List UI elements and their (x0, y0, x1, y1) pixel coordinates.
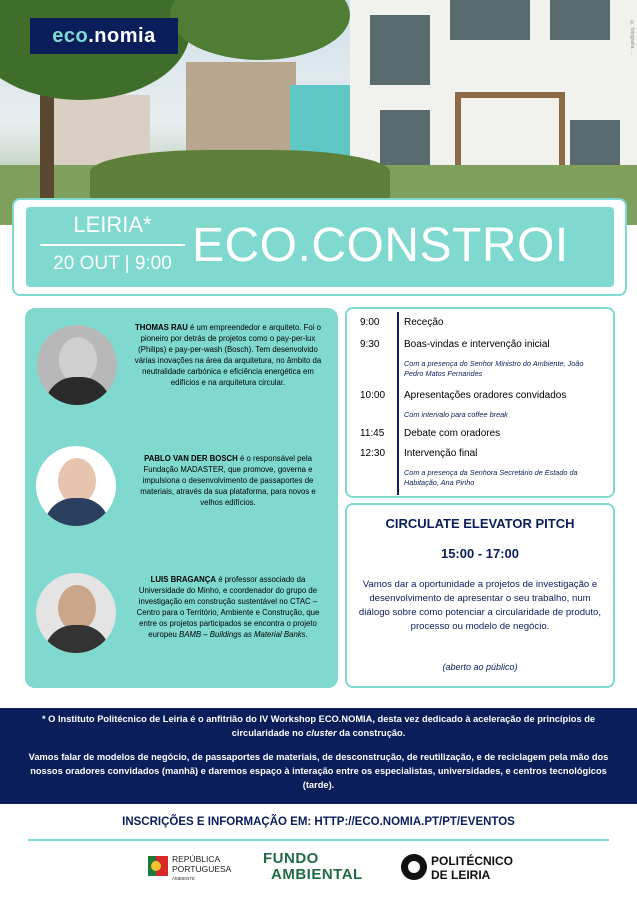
pitch-description: Vamos dar a oportunidade a projetos de investigação e desenvolvimento de apresentar o seu trabalho, num diálogo sobre como potenciar a circularidade de produto, processo ou modelo de negócio. (358, 579, 602, 632)
schedule-note: Com a presença do Senhor Ministro do Ambiente, João Pedro Matos Fernandes (404, 359, 584, 378)
registration-underline (28, 839, 609, 841)
fa-line1: FUNDO (263, 850, 319, 867)
speaker-bio-text: é professor associado da Universidade do Minho, e coordenador do grupo de investigação em construção sustentável no CTAC – Centro para o Território, Ambiente e Construção, que entre os projetos participados se encontra o projeto europeu (136, 575, 320, 639)
logo-part-nomia: .nomia (88, 24, 156, 47)
rp-line2: PORTUGUESA (172, 864, 232, 874)
speaker-name: LUIS BRAGANÇA (150, 575, 217, 584)
speaker-photo-thomas-rau (37, 325, 117, 405)
speaker-bio-text: é o responsável pela Fundação MADASTER, que promove, governa e impulsiona o desenvolvimento de passaportes de materiais, através da sua plataforma, para novos e velhos edifícios. (140, 454, 316, 507)
speaker-name: PABLO VAN DER BOSCH (144, 454, 238, 463)
schedule-time: 11:45 (360, 428, 385, 439)
flag-emblem-icon (148, 854, 168, 878)
schedule-note: Com intervalo para coffee break (404, 410, 508, 419)
event-date: 20 OUT | 9:00 (53, 253, 172, 274)
speaker-photo-luis-braganca (36, 573, 116, 653)
economia-logo (30, 18, 178, 54)
schedule-activity: Intervenção final (404, 448, 478, 459)
info-topics-text: Vamos falar de modelos de negócio, de passaportes de materiais, de desconstrução, de reutilização, e de reciclagem pela mão dos nossos oradores convidados (manhã) e daremos espaço à interação entre os especialistas, universidades, e centros tecnológicos (tarde). (28, 752, 609, 790)
event-title: ECO.CONSTROI (192, 219, 569, 272)
pl-line2: DE LEIRIA (431, 868, 491, 882)
schedule-time: 9:00 (360, 317, 380, 328)
fundo-ambiental-logo (263, 851, 375, 885)
schedule-time: 12:30 (360, 448, 386, 459)
schedule-time: 10:00 (360, 390, 386, 401)
republica-portuguesa-logo (148, 852, 243, 884)
logo-part-eco: eco (52, 24, 89, 47)
grass (90, 150, 390, 205)
speaker-photo-pablo-van-der-bosch (36, 446, 116, 526)
title-divider (40, 244, 185, 246)
pitch-time: 15:00 - 17:00 (440, 546, 520, 561)
schedule-activity: Boas-vindas e intervenção inicial (404, 339, 550, 350)
schedule-activity: Receção (404, 317, 444, 328)
info-host-italic: cluster (306, 728, 337, 738)
building-center (186, 62, 296, 162)
info-host-text (28, 712, 609, 740)
pitch-title: CIRCULATE ELEVATOR PITCH (385, 516, 575, 531)
speaker-bio-text: é um empreendedor e arquiteto. Foi o pioneiro por detrás de projetos como o pay-per-lux (Philips) e pay-per-wash (Bosch). Tem desenvolvido várias inovações na área da arquitetura, no âmbito da neutralidade carbónica e eficiência energética em edifícios e na arquitetura circular. (134, 323, 322, 387)
photo-credit: © fotografia: ... (629, 20, 635, 56)
schedule-timeline (397, 312, 399, 495)
speaker-name: THOMAS RAU (135, 323, 188, 332)
schedule-activity: Debate com oradores (404, 428, 501, 439)
info-host-part: * O Instituto Politécnico de Leiria é o anfitrião do IV Workshop ECO.NOMIA, desta vez dedicado à aceleração de princípios de circularidade no (41, 714, 596, 738)
info-host-end: da construção. (336, 728, 406, 738)
pitch-note: (aberto ao público) (442, 662, 518, 672)
speaker-bio-pablo-van-der-bosch (128, 453, 328, 508)
schedule-activity: Apresentações oradores convidados (404, 390, 567, 401)
registration-link[interactable]: INSCRIÇÕES E INFORMAÇÃO EM: HTTP://ECO.NOMIA.PT/PT/EVENTOS (122, 816, 515, 828)
schedule-note: Com a presença da Senhora Secretário de Estado da Habitação, Ana Pinho (404, 468, 578, 487)
speaker-bio-project: BAMB – Buildings as Material Banks (179, 630, 306, 639)
info-band (0, 708, 637, 804)
pl-line1: POLITÉCNICO (431, 854, 514, 868)
rp-line1: REPÚBLICA (172, 854, 221, 864)
speaker-bio-end: . (305, 630, 308, 639)
event-city: LEIRIA* (73, 212, 152, 237)
fa-line2: AMBIENTAL (271, 866, 363, 883)
speaker-bio-luis-braganca (128, 574, 328, 640)
schedule-time: 9:30 (360, 339, 380, 350)
politecnico-leiria-logo (401, 852, 514, 886)
rp-sub: AMBIENTE (172, 876, 196, 881)
speaker-bio-thomas-rau (128, 322, 328, 388)
politecnico-mark-icon (401, 854, 427, 880)
